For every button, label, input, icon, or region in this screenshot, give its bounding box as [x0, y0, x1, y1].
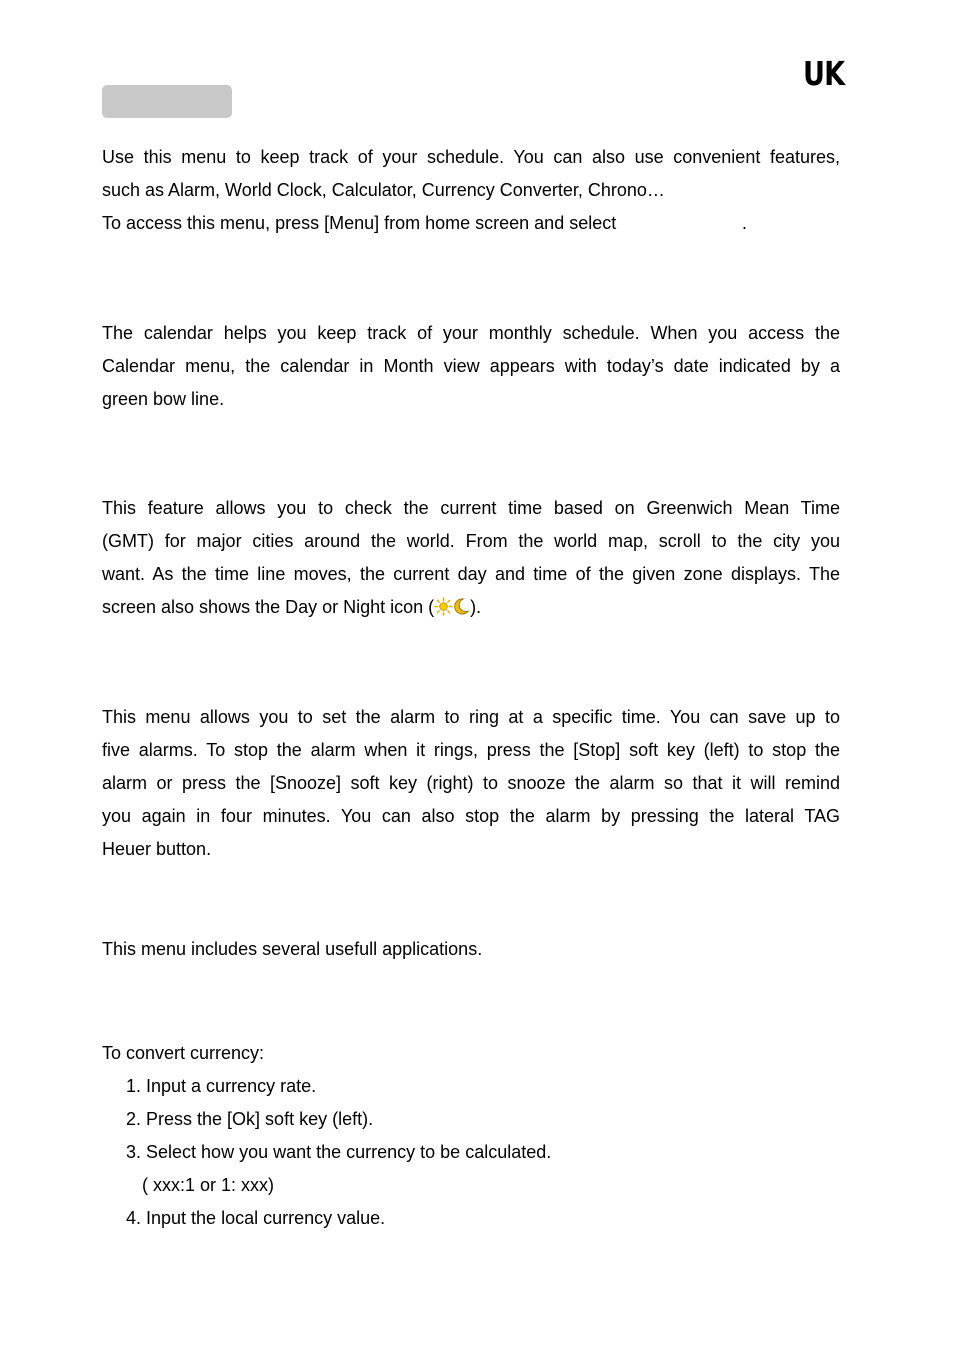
world-clock-line-4-start: screen also shows the Day or Night icon ( [102, 597, 435, 617]
currency-step-3: 3. Select how you want the currency to be calculated. [126, 1142, 552, 1162]
country-code: UK [803, 54, 845, 93]
day-night-icons [434, 597, 470, 616]
alarm-paragraph [102, 701, 840, 866]
currency-step-1: 1. Input a currency rate. [126, 1076, 317, 1096]
currency-step-2: 2. Press the [Ok] soft key (left). [126, 1109, 374, 1129]
calendar-line-3: green bow line. [102, 389, 225, 409]
sun-icon [434, 597, 453, 616]
intro-line-2: such as Alarm, World Clock, Calculator, Currency Converter, Chrono… [102, 180, 665, 200]
calendar-line-1: The calendar helps you keep track of your monthly schedule. When you access the [102, 323, 840, 343]
world-clock-line-4 [102, 591, 840, 624]
world-clock-line-3: want. As the time line moves, the current day and time of the given zone displays. The [102, 564, 840, 584]
section-tab [102, 85, 232, 118]
world-clock-paragraph [102, 492, 840, 624]
world-clock-line-4-end: ). [470, 597, 482, 617]
moon-icon [453, 597, 470, 616]
alarm-line-1: This menu allows you to set the alarm to ring at a specific time. You can save up to [102, 707, 840, 727]
alarm-line-4: you again in four minutes. You can also stop the alarm by pressing the lateral TAG [102, 806, 840, 826]
applications-text: This menu includes several usefull applications. [102, 939, 483, 959]
intro-line-1: Use this menu to keep track of your schedule. You can also use convenient features, [102, 147, 840, 167]
intro-line-3: To access this menu, press [Menu] from home screen and select [102, 213, 617, 233]
intro-line-3-end: . [742, 213, 748, 233]
calendar-line-2: Calendar menu, the calendar in Month view appears with today’s date indicated by a [102, 356, 840, 376]
alarm-line-3: alarm or press the [Snooze] soft key (right) to snooze the alarm so that it will remind [102, 773, 840, 793]
currency-step-4: 4. Input the local currency value. [126, 1208, 386, 1228]
currency-step-3-note: ( xxx:1 or 1: xxx) [142, 1175, 275, 1195]
world-clock-line-1: This feature allows you to check the current time based on Greenwich Mean Time [102, 498, 840, 518]
world-clock-line-2: (GMT) for major cities around the world. From the world map, scroll to the city you [102, 531, 840, 551]
alarm-line-2: five alarms. To stop the alarm when it rings, press the [Stop] soft key (left) to stop the [102, 740, 840, 760]
calendar-paragraph [102, 317, 840, 416]
currency-steps-list [126, 1070, 551, 1235]
currency-intro: To convert currency: [102, 1043, 265, 1063]
alarm-line-5: Heuer button. [102, 839, 212, 859]
intro-paragraph [102, 141, 840, 207]
